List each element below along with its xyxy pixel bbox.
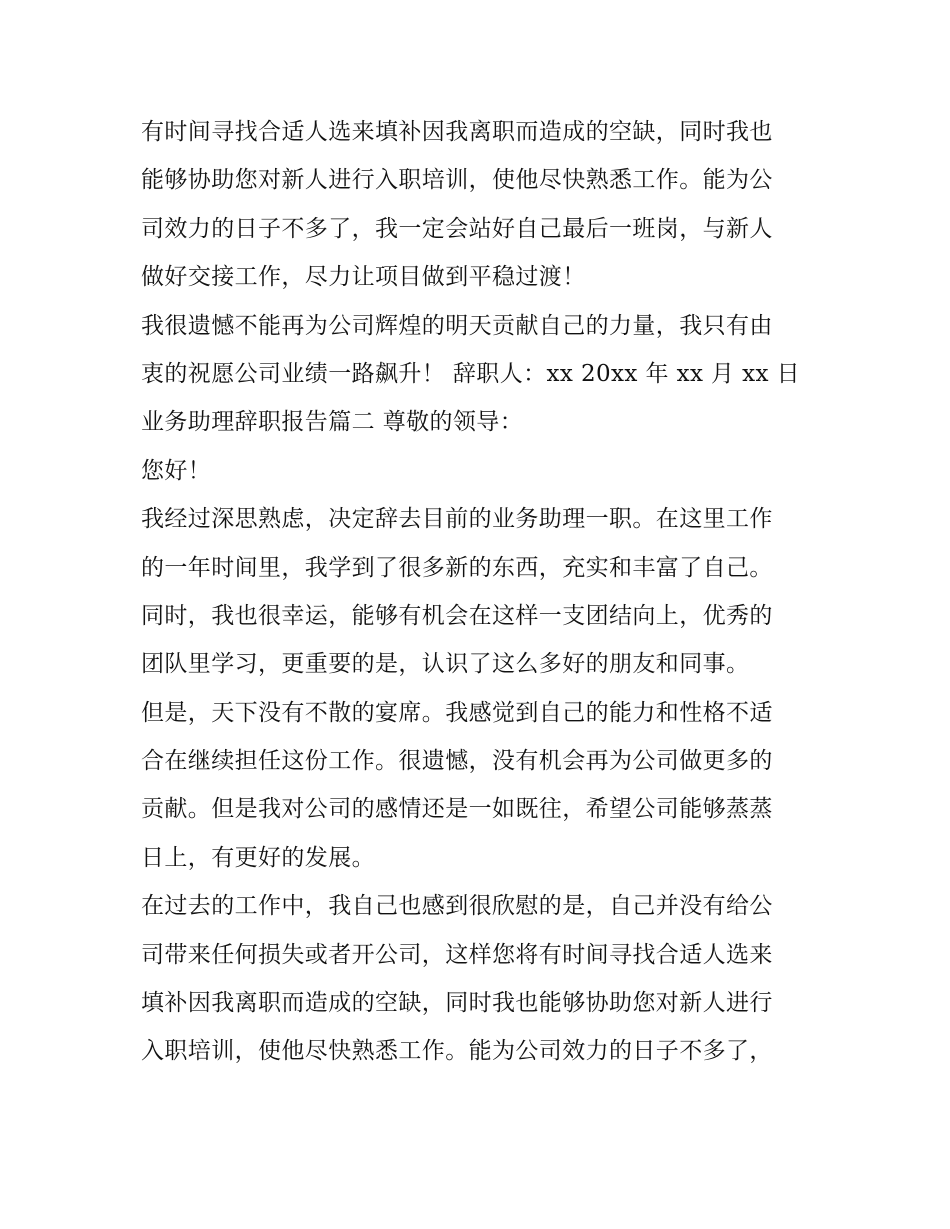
text-line: 填补因我离职而造成的空缺，同时我也能够协助您对新人进行 — [141, 990, 773, 1017]
text-line: 我经过深思熟虑，决定辞去目前的业务助理一职。在这里工作 — [141, 506, 773, 533]
text-line: 我很遗憾不能再为公司辉煌的明天贡献自己的力量，我只有由 — [141, 312, 773, 339]
text-line: 做好交接工作，尽力让项目做到平稳过渡！ — [141, 264, 586, 291]
text-line: 的一年时间里，我学到了很多新的东西，充实和丰富了自己。 — [141, 554, 773, 581]
greeting-line: 您好！ — [141, 457, 212, 484]
text-line: 入职培训，使他尽快熟悉工作。能为公司效力的日子不多了， — [141, 1038, 773, 1065]
text-line: 但是，天下没有不散的宴席。我感觉到自己的能力和性格不适 — [141, 699, 773, 726]
text-line: 司效力的日子不多了，我一定会站好自己最后一班岗，与新人 — [141, 215, 773, 242]
text-line: 能够协助您对新人进行入职培训，使他尽快熟悉工作。能为公 — [141, 167, 773, 194]
section-heading-line: 业务助理辞职报告篇二 尊敬的领导： — [141, 409, 524, 436]
signature-line: 衷的祝愿公司业绩一路飙升！ 辞职人：xx 20xx 年 xx 月 xx 日 — [141, 360, 801, 387]
document-body — [141, 108, 821, 1076]
text-line: 有时间寻找合适人选来填补因我离职而造成的空缺，同时我也 — [141, 119, 773, 145]
text-line: 在过去的工作中，我自己也感到很欣慰的是，自己并没有给公 — [141, 893, 773, 920]
text-line: 日上，有更好的发展。 — [141, 844, 375, 871]
text-line: 同时，我也很幸运，能够有机会在这样一支团结向上，优秀的 — [141, 602, 773, 629]
text-line: 司带来任何损失或者开公司，这样您将有时间寻找合适人选来 — [141, 941, 773, 968]
text-line: 合在继续担任这份工作。很遗憾，没有机会再为公司做更多的 — [141, 748, 773, 775]
text-line: 贡献。但是我对公司的感情还是一如既往，希望公司能够蒸蒸 — [141, 796, 773, 823]
text-line: 团队里学习，更重要的是，认识了这么多好的朋友和同事。 — [141, 651, 750, 678]
